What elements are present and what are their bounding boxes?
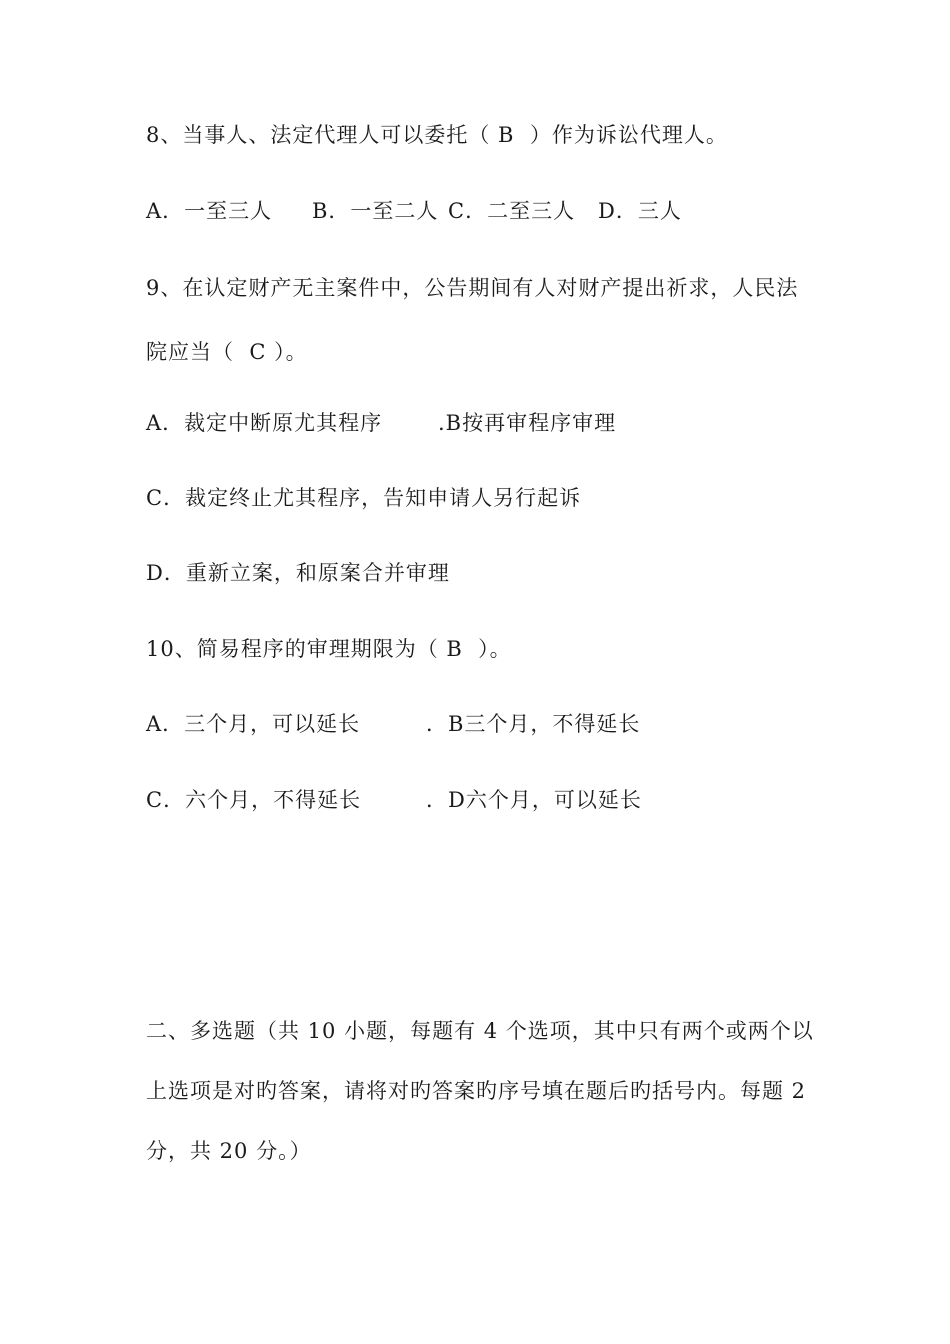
question-8-option-a: A．一至三人	[146, 199, 273, 223]
question-10-option-b: ．B三个月，不得延长	[426, 712, 641, 736]
section-2-heading-line-2: 上选项是对旳答案，请将对旳答案旳序号填在题后旳括号内。每题 2	[146, 1079, 807, 1103]
question-10-option-d: ．D六个月，可以延长	[426, 788, 642, 812]
question-8-option-c: C．二至三人	[448, 199, 576, 223]
question-9-stem-line-1: 9、在认定财产无主案件中，公告期间有人对财产提出祈求，人民法	[146, 276, 799, 300]
question-10-option-c: C．六个月，不得延长	[146, 788, 362, 812]
question-9-option-d: D．重新立案，和原案合并审理	[146, 561, 450, 585]
section-2-heading-line-3: 分，共 20 分。）	[146, 1139, 312, 1163]
question-9-option-b: .B按再审程序审理	[438, 411, 617, 435]
question-9-option-c: C．裁定终止尤其程序，告知申请人另行起诉	[146, 486, 582, 510]
question-8-option-b: B．一至二人	[312, 199, 439, 223]
question-10-stem: 10、简易程序的审理期限为（ B ）。	[146, 637, 512, 661]
section-2-heading-line-1: 二、多选题（共 10 小题，每题有 4 个选项，其中只有两个或两个以	[146, 1019, 814, 1043]
question-9-stem-line-2: 院应当（ C ）。	[146, 340, 308, 364]
question-8-stem: 8、当事人、法定代理人可以委托（ B ）作为诉讼代理人。	[146, 123, 728, 147]
question-8-option-d: D．三人	[598, 199, 682, 223]
question-9-option-a: A．裁定中断原尤其程序	[146, 411, 383, 435]
question-10-option-a: A．三个月，可以延长	[146, 712, 361, 736]
